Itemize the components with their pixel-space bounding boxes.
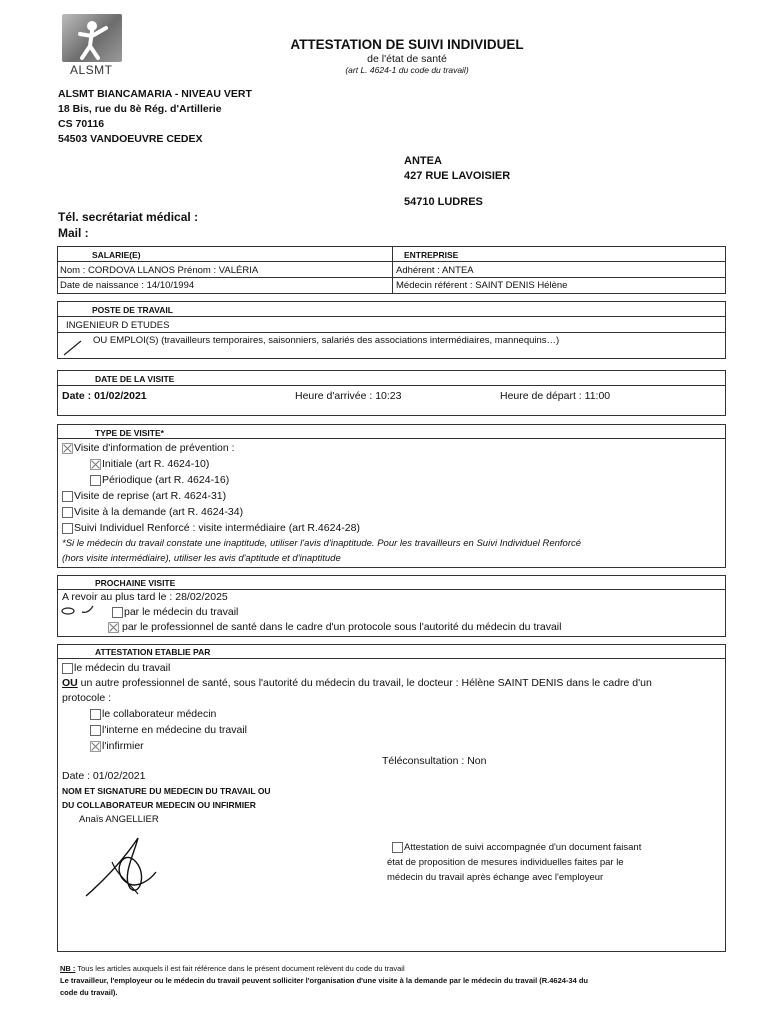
checkbox-medecin-travail[interactable] — [112, 607, 123, 618]
nb-label: NB : — [60, 964, 76, 973]
type-demande: Visite à la demande (art R. 4624-34) — [74, 506, 244, 518]
attest-infirmier: l'infirmier — [102, 740, 144, 752]
section-divider — [57, 332, 725, 333]
salarie-name: Nom : CORDOVA LLANOS Prénom : VALÉRIA — [60, 265, 259, 276]
recipient-name: ANTEA — [404, 155, 442, 167]
suivi-line1: Attestation de suivi accompagnée d'un document faisant — [404, 842, 642, 853]
salarie-header: SALARIE(E) — [92, 250, 141, 260]
checkbox-reprise[interactable] — [62, 491, 73, 502]
poste-header: POSTE DE TRAVAIL — [92, 305, 173, 315]
handwritten-mark — [60, 600, 100, 618]
entreprise-medecin: Médecin référent : SAINT DENIS Hélène — [396, 280, 568, 291]
table-divider — [392, 246, 393, 293]
checkbox-attestation-suivi[interactable] — [392, 842, 403, 853]
date-visite-header: DATE DE LA VISITE — [95, 374, 175, 384]
checkbox-interne[interactable] — [90, 725, 101, 736]
attest-autre — [62, 677, 652, 689]
section-divider — [57, 589, 725, 590]
prochaine-date: A revoir au plus tard le : 28/02/2025 — [62, 591, 228, 603]
signature-title-2: DU COLLABORATEUR MEDECIN OU INFIRMIER — [62, 800, 256, 810]
departure-time: Heure de départ : 11:00 — [500, 390, 611, 402]
checkbox-professionnel-checked[interactable] — [108, 622, 119, 633]
type-reprise: Visite de reprise (art R. 4624-31) — [74, 490, 227, 502]
arrival-time: Heure d'arrivée : 10:23 — [295, 390, 402, 402]
suivi-line2: état de proposition de mesures individuelles faites par le — [387, 857, 624, 868]
nb-text: Tous les articles auxquels il est fait référence dans le présent document relèvent du code du travail — [75, 964, 405, 973]
attest-protocole: protocole : — [62, 692, 112, 704]
recipient-address — [404, 154, 510, 184]
attestation-section — [57, 644, 726, 952]
autre-text: un autre professionnel de santé, sous l'autorité du médecin du travail, le docteur : Hélène SAINT DENIS dans le cadre d'un — [77, 677, 652, 689]
job-title: INGENIEUR D ETUDES — [66, 320, 170, 331]
sender-address — [58, 87, 252, 147]
type-note-line2: (hors visite intermédiaire), utiliser les avis d'aptitude et d'inaptitude — [62, 553, 341, 564]
logo-figure-icon — [62, 14, 122, 62]
type-note-line1: *Si le médecin du travail constate une inaptitude, utiliser l'avis d'inaptitude. Pour les travailleurs en Suivi Individuel Renforcé — [62, 538, 582, 549]
alsmt-logo — [62, 14, 124, 76]
recipient-city: 54710 LUDRES — [404, 196, 483, 208]
entreprise-header: ENTREPRISE — [404, 250, 459, 260]
table-divider — [57, 261, 725, 262]
tel-label: Tél. secrétariat médical : — [58, 210, 199, 224]
recipient-street: 427 RUE LAVOISIER — [404, 170, 511, 182]
attest-medecin: le médecin du travail — [74, 662, 171, 674]
ou-label: OU — [62, 677, 78, 689]
attestation-header: ATTESTATION ETABLIE PAR — [95, 647, 211, 657]
checkbox-prevention-checked[interactable] — [62, 443, 73, 454]
attest-date: Date : 01/02/2021 — [62, 770, 146, 782]
checkbox-collaborateur[interactable] — [90, 709, 101, 720]
contact-block — [58, 209, 198, 241]
type-sir: Suivi Individuel Renforcé : visite intermédiaire (art R.4624-28) — [74, 522, 360, 534]
footer-nb — [60, 964, 405, 973]
type-prevention: Visite d'information de prévention : — [74, 442, 235, 454]
teleconsultation: Téléconsultation : Non — [382, 755, 487, 767]
footer-line2: Le travailleur, l'employeur ou le médecin du travail peuvent solliciter l'organisation d'une visite à la demande par le médecin du travail (R.4624-34 du — [60, 976, 589, 985]
suivi-line3: médecin du travail après échange avec l'employeur — [387, 872, 604, 883]
section-divider — [57, 438, 725, 439]
checkbox-periodique[interactable] — [90, 475, 101, 486]
table-divider — [57, 277, 725, 278]
visite-date: Date : 01/02/2021 — [62, 390, 147, 402]
checkbox-infirmier-checked[interactable] — [90, 741, 101, 752]
checkbox-attest-medecin[interactable] — [62, 663, 73, 674]
prochaine-opt1: par le médecin du travail — [124, 606, 239, 618]
prochaine-opt2: par le professionnel de santé dans le cadre d'un protocole sous l'autorité du médecin du travail — [122, 621, 562, 633]
sender-name: ALSMT BIANCAMARIA - NIVEAU VERT — [58, 88, 252, 100]
type-initiale: Initiale (art R. 4624-10) — [102, 458, 210, 470]
attest-interne: l'interne en médecine du travail — [102, 724, 248, 736]
logo-text: ALSMT — [70, 63, 113, 77]
sender-city: 54503 VANDOEUVRE CEDEX — [58, 133, 203, 145]
signer-name: Anaïs ANGELLIER — [79, 814, 159, 825]
type-visite-header: TYPE DE VISITE* — [95, 428, 164, 438]
sender-street: 18 Bis, rue du 8è Rég. d'Artillerie — [58, 103, 222, 115]
attest-collaborateur: le collaborateur médecin — [102, 708, 217, 720]
section-divider — [57, 658, 725, 659]
sender-cs: CS 70116 — [58, 118, 105, 130]
document-reference: (art L. 4624-1 du code du travail) — [345, 65, 469, 75]
pen-stroke-mark — [62, 338, 84, 358]
mail-label: Mail : — [58, 226, 89, 240]
emplois-text: OU EMPLOI(S) (travailleurs temporaires, saisonniers, salariés des associations intermédiaires, mannequins…) — [93, 335, 560, 346]
checkbox-initiale-checked[interactable] — [90, 459, 101, 470]
footer-line3: code du travail). — [60, 988, 118, 997]
document-subtitle: de l'état de santé — [367, 53, 447, 65]
entreprise-adherent: Adhérent : ANTEA — [396, 265, 474, 276]
section-divider — [57, 316, 725, 317]
signature-title-1: NOM ET SIGNATURE DU MEDECIN DU TRAVAIL OU — [62, 786, 271, 796]
type-periodique: Périodique (art R. 4624-16) — [102, 474, 230, 486]
prochaine-header: PROCHAINE VISITE — [95, 578, 176, 588]
handwritten-signature — [82, 832, 162, 900]
checkbox-sir[interactable] — [62, 523, 73, 534]
document-title: ATTESTATION DE SUIVI INDIVIDUEL — [290, 37, 524, 52]
checkbox-demande[interactable] — [62, 507, 73, 518]
section-divider — [57, 385, 725, 386]
salarie-birthdate: Date de naissance : 14/10/1994 — [60, 280, 195, 291]
